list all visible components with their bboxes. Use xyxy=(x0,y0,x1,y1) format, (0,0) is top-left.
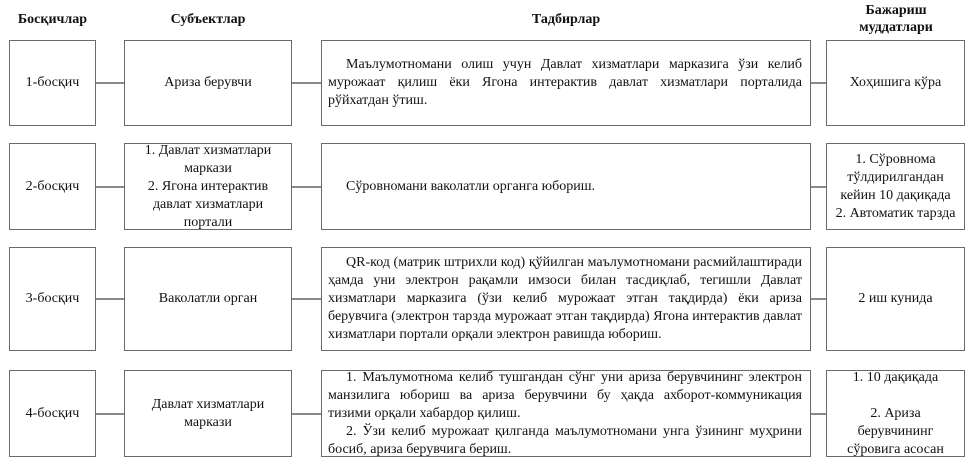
connector-line xyxy=(292,82,321,84)
actions-box-text xyxy=(328,254,802,344)
text-line: Давлат хизматлари маркази xyxy=(151,396,265,430)
stage-label: 2-босқич xyxy=(25,178,80,194)
deadline-box-text xyxy=(827,369,964,459)
connector-line xyxy=(96,298,124,300)
actions-box-text xyxy=(328,369,802,459)
deadline-box xyxy=(826,370,965,457)
text-line: Ваколатли орган xyxy=(158,291,258,306)
text-line: 1. Маълумотнома келиб тушгандан сўнг уни ариза берувчининг электрон манзилига юбориш ва ариза берувчини бу ҳақда ахборот-коммуникация тизими орқали хабардор қилиш. xyxy=(328,369,802,421)
stage-box xyxy=(9,370,96,457)
deadline-box xyxy=(826,247,965,351)
subject-box-text xyxy=(158,74,257,92)
stage-label: 3-босқич xyxy=(25,291,80,306)
subject-box xyxy=(124,247,292,351)
connector-line xyxy=(292,298,321,300)
deadline-box-text xyxy=(852,290,938,308)
stage-label: 1-босқич xyxy=(25,75,80,90)
subject-box xyxy=(124,40,292,126)
text-line: Сўровномани ваколатли органга юбориш. xyxy=(346,178,596,194)
header-stages: Босқичлар xyxy=(17,12,88,27)
connector-line xyxy=(292,413,321,415)
text-line: 1. Сўровнома тўлдирилгандан кейин 10 дақиқада xyxy=(840,151,951,203)
deadline-box-text xyxy=(827,151,964,223)
actions-box xyxy=(321,40,811,126)
text-line: QR-код (матрик штрихли код) қўйилган маълумотномани расмийлаштиради ҳамда уни электрон рақамли имзоси билан тасдиқлаб, тегишли Давлат хизматлари марказига (ўзи келиб мурожаат этган тақдирда) ёки ариза берувчига (электрон тарзда мурожаат этган тақдирда) Ягона интерактив давлат хизматлари портали орқали электрон равишда юбориш. xyxy=(328,255,802,342)
text-line: 2. Автоматик тарзда xyxy=(835,205,956,221)
connector-line xyxy=(811,82,826,84)
text-line: 1. 10 дақиқада xyxy=(852,369,939,385)
actions-box xyxy=(321,143,811,230)
text-line: 2. Ягона интерактив давлат хизматлари портали xyxy=(147,178,269,230)
text-line: Ариза берувчи xyxy=(164,75,252,90)
text-line: 2. Ариза берувчининг сўровига асосан xyxy=(847,405,944,457)
header-actions: Тадбирлар xyxy=(531,12,601,27)
subject-box xyxy=(124,370,292,457)
connector-line xyxy=(811,413,826,415)
connector-line xyxy=(96,413,124,415)
subject-box-text xyxy=(125,142,291,232)
connector-line xyxy=(96,82,124,84)
connector-line xyxy=(811,186,826,188)
connector-line xyxy=(96,186,124,188)
stage-box xyxy=(9,143,96,230)
deadline-box xyxy=(826,40,965,126)
actions-box-text xyxy=(328,178,802,196)
stage-label: 4-босқич xyxy=(25,405,80,421)
text-line: 2. Ўзи келиб мурожаат қилганда маълумотномани унга ўзининг муҳрини босиб, ариза берувчига бериш. xyxy=(328,423,802,457)
actions-box-text xyxy=(328,56,802,110)
deadline-box xyxy=(826,143,965,230)
text-line: Хоҳишига кўра xyxy=(849,75,942,90)
actions-box xyxy=(321,247,811,351)
text-line: 1. Давлат хизматлари маркази xyxy=(144,142,272,176)
stage-box xyxy=(9,247,96,351)
connector-line xyxy=(811,298,826,300)
text-line xyxy=(827,387,964,405)
connector-line xyxy=(292,186,321,188)
text-line: 2 иш кунида xyxy=(858,291,933,306)
text-line: Маълумотномани олиш учун Давлат хизматлари марказига ўзи келиб мурожаат қилиш ёки Ягона интерактив давлат хизматлари порталида рўйхатдан ўтиш. xyxy=(328,57,802,108)
subject-box-text xyxy=(125,396,291,432)
header-deadlines: Бажариш муддатлари xyxy=(859,3,933,35)
subject-box xyxy=(124,143,292,230)
header-subjects: Субъектлар xyxy=(170,12,246,27)
subject-box-text xyxy=(153,290,264,308)
deadline-box-text xyxy=(844,74,947,92)
actions-box xyxy=(321,370,811,457)
stage-box xyxy=(9,40,96,126)
